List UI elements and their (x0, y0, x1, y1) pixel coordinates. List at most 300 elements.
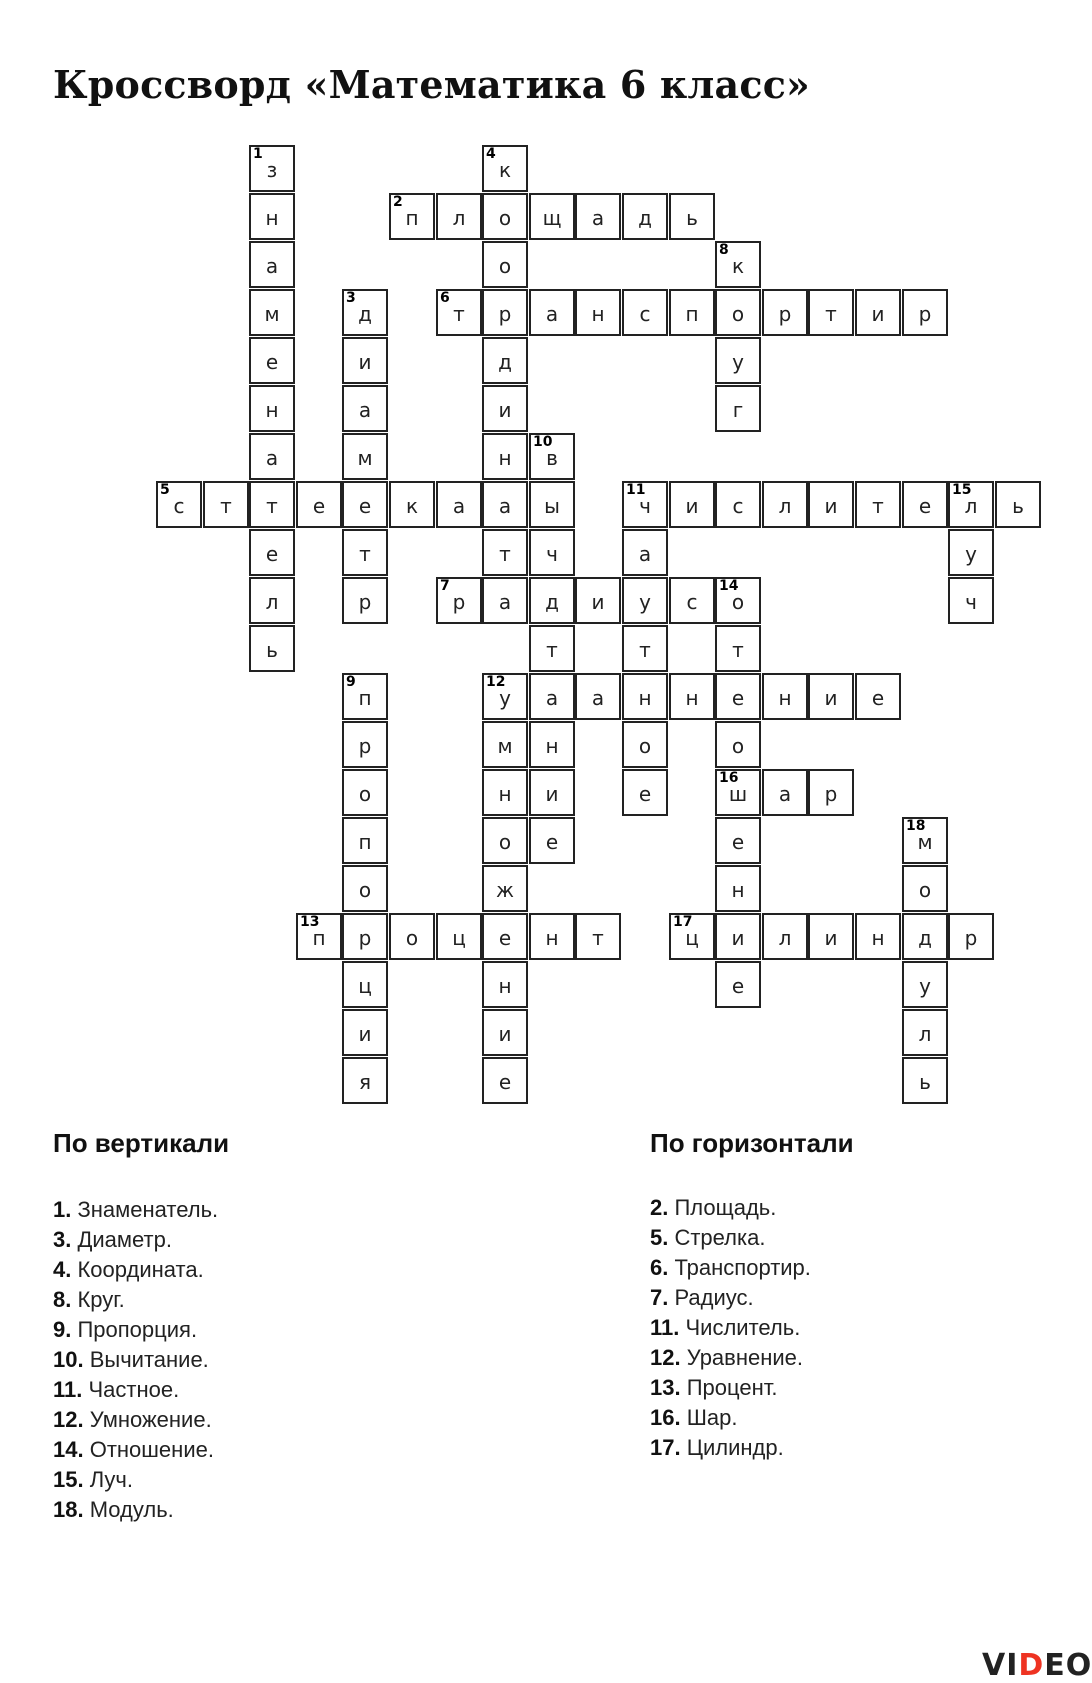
crossword-cell (902, 289, 948, 336)
cell-letter: о (498, 830, 512, 854)
clue-number: 2 (393, 194, 403, 210)
cell-letter: е (638, 782, 652, 806)
down-clues-list (53, 1195, 218, 1525)
crossword-cell (948, 529, 994, 576)
crossword-cell (342, 529, 388, 576)
crossword-cell (762, 673, 808, 720)
crossword-cell (575, 913, 621, 960)
cell-letter: т (592, 926, 604, 950)
clue-number: 17 (673, 914, 693, 930)
crossword-cell (436, 913, 482, 960)
crossword-cell (342, 961, 388, 1008)
cell-letter: р (918, 302, 932, 326)
crossword-cell (482, 433, 528, 480)
cell-letter: а (591, 206, 605, 230)
cell-letter: с (686, 590, 698, 614)
clue-item-number: 12. (53, 1407, 84, 1432)
clue-item-number: 2. (650, 1195, 669, 1220)
cell-letter: е (265, 542, 279, 566)
crossword-cell (249, 577, 295, 624)
crossword-cell (436, 481, 482, 528)
crossword-cell (342, 1057, 388, 1104)
clue-item-text: Умножение. (83, 1407, 212, 1432)
crossword-cell (249, 625, 295, 672)
cell-letter: у (965, 542, 977, 566)
cell-letter: с (732, 494, 744, 518)
crossword-cell (762, 769, 808, 816)
crossword-cell (948, 577, 994, 624)
cell-letter: н (265, 206, 279, 230)
crossword-cell (715, 337, 761, 384)
page-title: Кроссворд «Математика 6 класс» (53, 62, 811, 107)
clue-item-text: Цилиндр. (680, 1435, 784, 1460)
crossword-cell (342, 433, 388, 480)
cell-letter: ч (546, 542, 558, 566)
cell-letter: и (824, 686, 838, 710)
clue-item-text: Координата. (71, 1257, 204, 1282)
cell-letter: д (498, 350, 512, 374)
cell-letter: л (778, 926, 792, 950)
cell-letter: е (358, 494, 372, 518)
clue-number: 4 (486, 146, 496, 162)
crossword-cell (482, 913, 528, 960)
crossword-cell (622, 481, 668, 528)
crossword-cell (529, 817, 575, 864)
clue-number: 1 (253, 146, 263, 162)
crossword-cell (529, 769, 575, 816)
crossword-cell (482, 1057, 528, 1104)
cell-letter: ч (965, 590, 977, 614)
clue-item-text: Пропорция. (71, 1317, 198, 1342)
clue-item-text: Частное. (82, 1377, 180, 1402)
crossword-cell (622, 721, 668, 768)
crossword-cell (482, 529, 528, 576)
clue-item-text: Шар. (680, 1405, 738, 1430)
cell-letter: а (498, 494, 512, 518)
crossword-cell (342, 481, 388, 528)
down-clues-heading: По вертикали (53, 1128, 230, 1158)
cell-letter: и (498, 1022, 512, 1046)
clue-item (53, 1345, 218, 1375)
clue-item-text: Уравнение. (680, 1345, 804, 1370)
clue-item (650, 1403, 811, 1433)
clue-item (53, 1225, 218, 1255)
crossword-cell (622, 289, 668, 336)
crossword-cell (575, 577, 621, 624)
crossword-cell (156, 481, 202, 528)
cell-letter: т (872, 494, 884, 518)
cell-letter: п (358, 830, 372, 854)
crossword-cell (902, 817, 948, 864)
crossword-cell (249, 529, 295, 576)
cell-letter: и (685, 494, 699, 518)
crossword-cell (715, 241, 761, 288)
crossword-cell (342, 913, 388, 960)
cell-letter: о (358, 878, 372, 902)
clue-item-number: 9. (53, 1317, 72, 1342)
crossword-cell (669, 577, 715, 624)
crossword-cell (482, 481, 528, 528)
cell-letter: а (638, 542, 652, 566)
clue-number: 8 (719, 242, 729, 258)
cell-letter: ц (452, 926, 466, 950)
crossword-cell (855, 673, 901, 720)
clue-item (53, 1465, 218, 1495)
crossword-cell (482, 241, 528, 288)
clue-item (650, 1433, 811, 1463)
clue-item (650, 1193, 811, 1223)
clue-number: 18 (906, 818, 926, 834)
cell-letter: о (405, 926, 419, 950)
crossword-cell (389, 481, 435, 528)
crossword-cell (669, 289, 715, 336)
cell-letter: щ (542, 206, 562, 230)
crossword-cell (249, 433, 295, 480)
cell-letter: м (264, 302, 280, 326)
clue-item (53, 1435, 218, 1465)
cell-letter: а (778, 782, 792, 806)
crossword-cell (902, 481, 948, 528)
cell-letter: с (639, 302, 651, 326)
clue-item-text: Транспортир. (668, 1255, 811, 1280)
crossword-cell (482, 961, 528, 1008)
crossword-cell (342, 385, 388, 432)
crossword-cell (622, 577, 668, 624)
clue-item-text: Отношение. (83, 1437, 214, 1462)
clue-number: 5 (160, 482, 170, 498)
clue-item-number: 13. (650, 1375, 681, 1400)
clue-item-text: Знаменатель. (71, 1197, 219, 1222)
crossword-cell (249, 193, 295, 240)
cell-letter: п (312, 926, 326, 950)
clue-item-text: Модуль. (83, 1497, 174, 1522)
cell-letter: л (778, 494, 792, 518)
clue-item-number: 6. (650, 1255, 669, 1280)
cell-letter: а (498, 590, 512, 614)
crossword-cell (669, 673, 715, 720)
cell-letter: н (871, 926, 885, 950)
cell-letter: е (498, 926, 512, 950)
cell-letter: е (731, 974, 745, 998)
cell-letter: р (358, 590, 372, 614)
crossword-cell (715, 961, 761, 1008)
cell-letter: т (359, 542, 371, 566)
cell-letter: ы (544, 494, 560, 518)
across-clues-heading: По горизонтали (650, 1128, 854, 1158)
crossword-cell (575, 673, 621, 720)
crossword-cell (436, 193, 482, 240)
cell-letter: т (499, 542, 511, 566)
cell-letter: п (685, 302, 699, 326)
clue-item (650, 1253, 811, 1283)
clue-item-text: Площадь. (668, 1195, 777, 1220)
crossword-cell (436, 289, 482, 336)
crossword-cell (715, 817, 761, 864)
clue-item (650, 1223, 811, 1253)
crossword-cell (529, 433, 575, 480)
cell-letter: ь (919, 1070, 931, 1094)
clue-item-text: Луч. (83, 1467, 133, 1492)
cell-letter: е (731, 686, 745, 710)
cell-letter: а (545, 686, 559, 710)
crossword-cell (389, 913, 435, 960)
cell-letter: у (639, 590, 651, 614)
crossword-cell (482, 289, 528, 336)
crossword-cell (529, 913, 575, 960)
clue-item-number: 1. (53, 1197, 72, 1222)
crossword-cell (342, 721, 388, 768)
crossword-cell (622, 625, 668, 672)
clue-item-number: 18. (53, 1497, 84, 1522)
cell-letter: и (871, 302, 885, 326)
cell-letter: о (498, 206, 512, 230)
clue-item-number: 5. (650, 1225, 669, 1250)
crossword-cell (249, 337, 295, 384)
crossword-cell (669, 193, 715, 240)
cell-letter: а (452, 494, 466, 518)
crossword-cell (762, 481, 808, 528)
crossword-cell (482, 1009, 528, 1056)
crossword-cell (342, 337, 388, 384)
clue-item-number: 10. (53, 1347, 84, 1372)
cell-letter: п (358, 686, 372, 710)
clue-item-number: 8. (53, 1287, 72, 1312)
crossword-cell (808, 769, 854, 816)
cell-letter: т (453, 302, 465, 326)
crossword-cell (482, 577, 528, 624)
cell-letter: е (545, 830, 559, 854)
crossword-cell (482, 385, 528, 432)
crossword-cell (296, 481, 342, 528)
cell-letter: р (778, 302, 792, 326)
crossword-cell (855, 481, 901, 528)
cell-letter: л (918, 1022, 932, 1046)
cell-letter: ь (1012, 494, 1024, 518)
cell-letter: н (498, 974, 512, 998)
cell-letter: р (358, 734, 372, 758)
crossword-cell (715, 865, 761, 912)
crossword-cell (715, 385, 761, 432)
clue-item (53, 1315, 218, 1345)
clue-item (53, 1375, 218, 1405)
clue-item-text: Вычитание. (83, 1347, 209, 1372)
cell-letter: р (824, 782, 838, 806)
cell-letter: ц (358, 974, 372, 998)
crossword-cell (482, 673, 528, 720)
crossword-cell (575, 193, 621, 240)
cell-letter: н (778, 686, 792, 710)
clue-item-number: 17. (650, 1435, 681, 1460)
clue-item (53, 1195, 218, 1225)
clue-number: 7 (440, 578, 450, 594)
crossword-cell (342, 865, 388, 912)
cell-letter: з (266, 158, 278, 182)
cell-letter: у (499, 686, 511, 710)
cell-letter: е (871, 686, 885, 710)
clue-item-number: 7. (650, 1285, 669, 1310)
cell-letter: л (265, 590, 279, 614)
crossword-cell (902, 961, 948, 1008)
across-clues-list (650, 1193, 811, 1463)
cell-letter: и (498, 398, 512, 422)
clue-number: 9 (346, 674, 356, 690)
cell-letter: д (545, 590, 559, 614)
cell-letter: е (265, 350, 279, 374)
crossword-cell (436, 577, 482, 624)
crossword-cell (529, 193, 575, 240)
crossword-cell (855, 289, 901, 336)
cell-letter: л (452, 206, 466, 230)
cell-letter: е (918, 494, 932, 518)
crossword-cell (529, 625, 575, 672)
cell-letter: ч (639, 494, 651, 518)
cell-letter: н (591, 302, 605, 326)
cell-letter: р (964, 926, 978, 950)
clue-item (53, 1405, 218, 1435)
cell-letter: и (824, 926, 838, 950)
cell-letter: н (498, 782, 512, 806)
clue-item (650, 1313, 811, 1343)
cell-letter: е (312, 494, 326, 518)
crossword-cell (948, 913, 994, 960)
clue-item-text: Числитель. (679, 1315, 801, 1340)
crossword-cell (482, 817, 528, 864)
cell-letter: о (918, 878, 932, 902)
cell-letter: д (918, 926, 932, 950)
clue-item (53, 1285, 218, 1315)
crossword-cell (622, 529, 668, 576)
crossword-cell (715, 625, 761, 672)
cell-letter: к (731, 254, 745, 278)
cell-letter: и (358, 1022, 372, 1046)
crossword-cell (808, 481, 854, 528)
clue-item-number: 15. (53, 1467, 84, 1492)
cell-letter: и (731, 926, 745, 950)
clue-item (53, 1495, 218, 1525)
crossword-cell (622, 193, 668, 240)
cell-letter: г (732, 398, 744, 422)
cell-letter: о (731, 302, 745, 326)
crossword-cell (249, 289, 295, 336)
cell-letter: п (405, 206, 419, 230)
cell-letter: е (498, 1070, 512, 1094)
crossword-cell (669, 913, 715, 960)
cell-letter: д (638, 206, 652, 230)
crossword-cell (342, 1009, 388, 1056)
crossword-cell (482, 193, 528, 240)
crossword-cell (249, 145, 295, 192)
crossword-cell (902, 1009, 948, 1056)
crossword-cell (342, 817, 388, 864)
cell-letter: т (266, 494, 278, 518)
cell-letter: т (732, 638, 744, 662)
cell-letter: и (358, 350, 372, 374)
crossword-cell (342, 289, 388, 336)
clue-number: 3 (346, 290, 356, 306)
crossword-cell (482, 721, 528, 768)
crossword-cell (529, 481, 575, 528)
cell-letter: а (545, 302, 559, 326)
cell-letter: о (731, 590, 745, 614)
cell-letter: р (452, 590, 466, 614)
clue-number: 12 (486, 674, 506, 690)
crossword-cell (715, 577, 761, 624)
crossword-cell (715, 481, 761, 528)
cell-letter: к (405, 494, 419, 518)
clue-item-number: 12. (650, 1345, 681, 1370)
clue-number: 13 (300, 914, 320, 930)
crossword-cell (902, 1057, 948, 1104)
crossword-cell (902, 865, 948, 912)
cell-letter: н (265, 398, 279, 422)
video-logo: VIDEO (982, 1648, 1092, 1683)
clue-item-text: Стрелка. (668, 1225, 766, 1250)
cell-letter: р (358, 926, 372, 950)
cell-letter: о (358, 782, 372, 806)
cell-letter: м (357, 446, 373, 470)
crossword-cell (995, 481, 1041, 528)
cell-letter: н (498, 446, 512, 470)
crossword-cell (715, 289, 761, 336)
crossword-cell (529, 577, 575, 624)
crossword-cell (808, 673, 854, 720)
cell-letter: к (498, 158, 512, 182)
crossword-cell (342, 769, 388, 816)
cell-letter: о (498, 254, 512, 278)
clue-number: 16 (719, 770, 739, 786)
cell-letter: т (825, 302, 837, 326)
crossword-cell (249, 385, 295, 432)
clue-item-number: 3. (53, 1227, 72, 1252)
crossword-cell (948, 481, 994, 528)
crossword-cell (482, 145, 528, 192)
crossword-cell (342, 577, 388, 624)
cell-letter: о (731, 734, 745, 758)
clue-item-text: Диаметр. (71, 1227, 172, 1252)
crossword-cell (482, 865, 528, 912)
clue-item-text: Процент. (680, 1375, 778, 1400)
crossword-cell (715, 913, 761, 960)
cell-letter: м (917, 830, 933, 854)
crossword-cell (203, 481, 249, 528)
crossword-cell (529, 673, 575, 720)
clue-item-number: 11. (650, 1315, 680, 1340)
crossword-cell (762, 913, 808, 960)
cell-letter: н (545, 926, 559, 950)
crossword-cell (669, 481, 715, 528)
crossword-cell (855, 913, 901, 960)
cell-letter: я (358, 1070, 372, 1094)
crossword-cell (715, 673, 761, 720)
crossword-cell (902, 913, 948, 960)
cell-letter: и (545, 782, 559, 806)
cell-letter: у (919, 974, 931, 998)
clue-item-text: Радиус. (668, 1285, 754, 1310)
cell-letter: н (545, 734, 559, 758)
clue-item (650, 1343, 811, 1373)
cell-letter: н (685, 686, 699, 710)
crossword-cell (808, 289, 854, 336)
clue-number: 11 (626, 482, 646, 498)
cell-letter: т (639, 638, 651, 662)
clue-number: 15 (952, 482, 972, 498)
crossword-cell (715, 769, 761, 816)
cell-letter: р (498, 302, 512, 326)
cell-letter: а (591, 686, 605, 710)
crossword-cell (249, 481, 295, 528)
crossword-cell (808, 913, 854, 960)
crossword-cell (762, 289, 808, 336)
